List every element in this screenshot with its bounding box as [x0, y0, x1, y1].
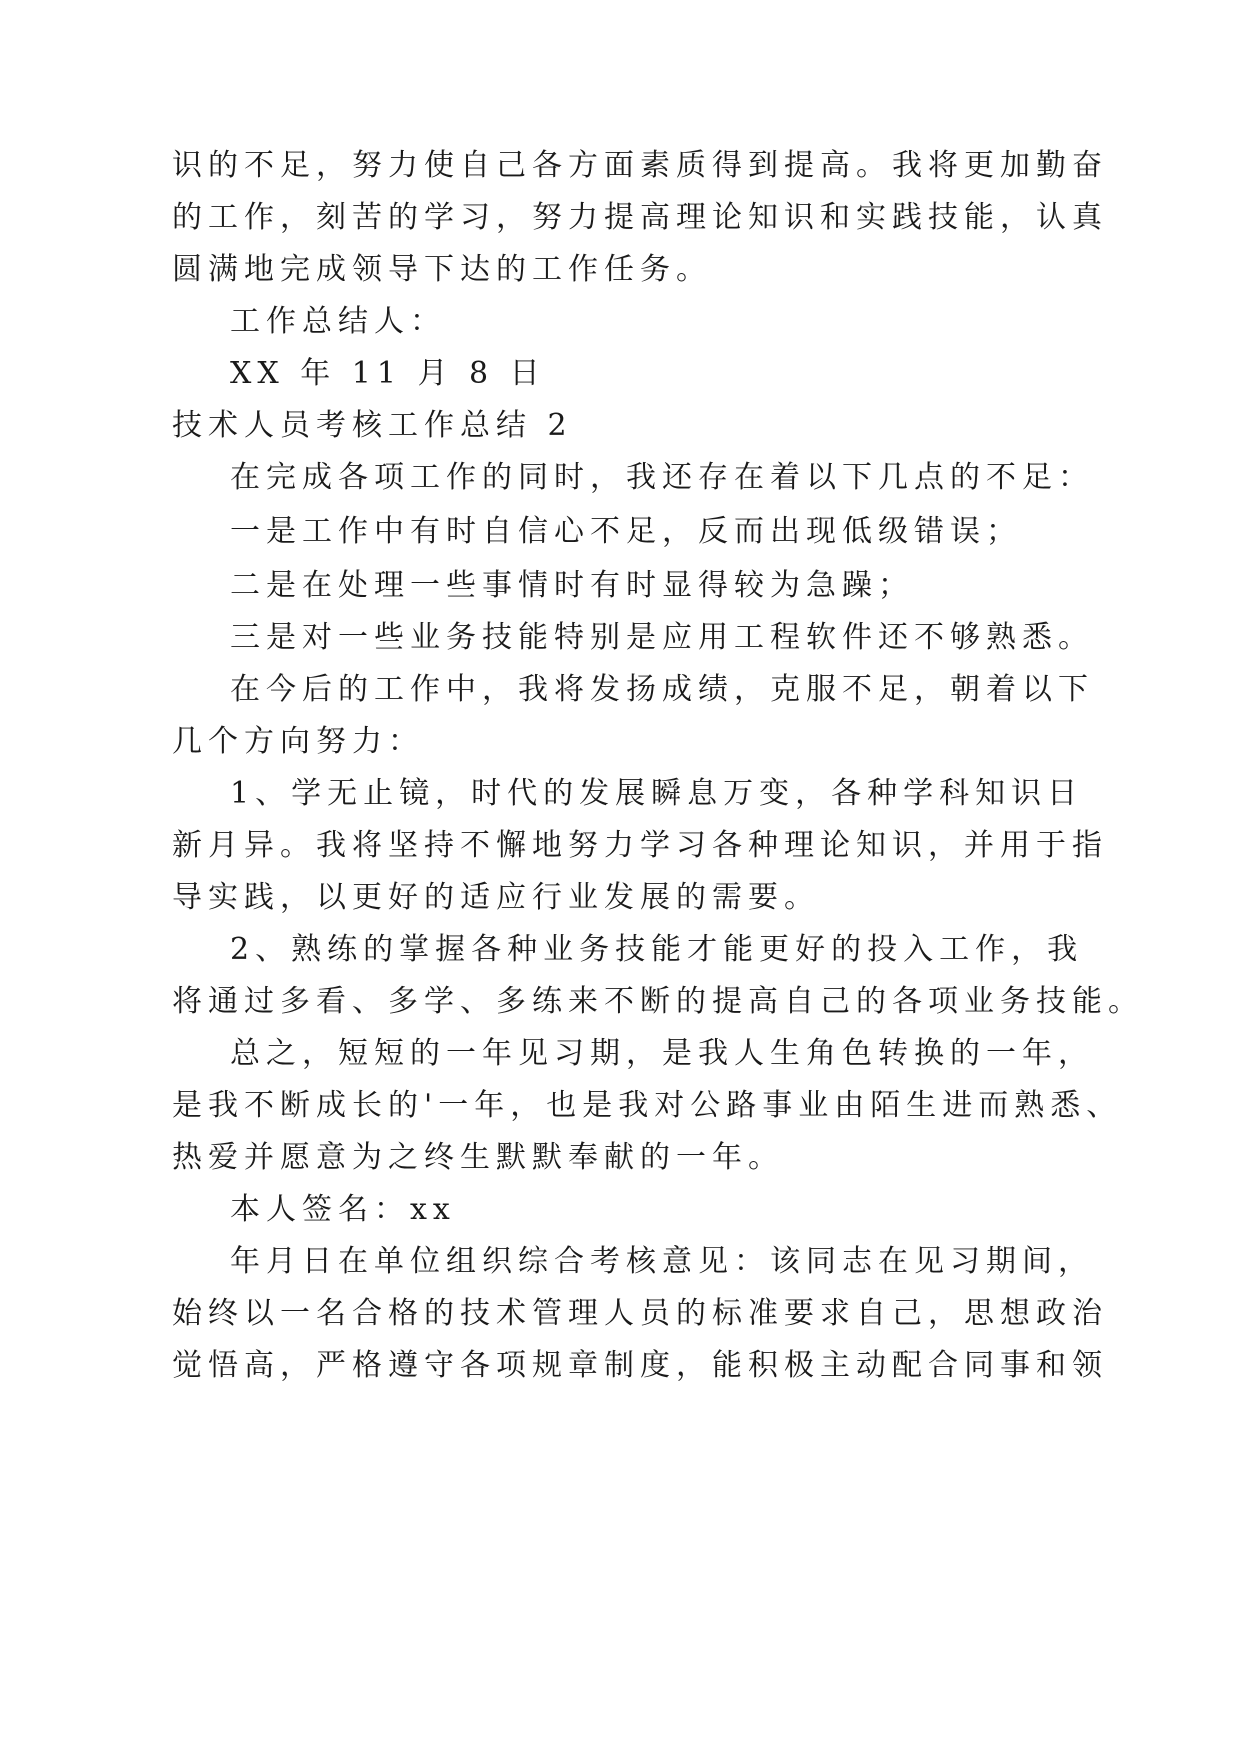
- text-line: 2、熟练的掌握各种业务技能才能更好的投入工作，我: [230, 932, 1084, 967]
- text-line: 圆满地完成领导下达的工作任务。: [172, 252, 712, 287]
- signature-line: 本人签名：xx: [230, 1192, 456, 1227]
- text-line: 年月日在单位组织综合考核意见：该同志在见习期间，: [230, 1244, 1094, 1279]
- signature-label: 工作总结人：: [230, 304, 446, 339]
- text-line: 三是对一些业务技能特别是应用工程软件还不够熟悉。: [230, 620, 1094, 655]
- text-line: 将通过多看、多学、多练来不断的提高自己的各项业务技能。: [172, 984, 1144, 1019]
- text-line: 二是在处理一些事情时有时显得较为急躁；: [230, 568, 914, 603]
- text-line: 在今后的工作中，我将发扬成绩，克服不足，朝着以下: [230, 672, 1094, 707]
- text-line: 觉悟高，严格遵守各项规章制度，能积极主动配合同事和领: [172, 1348, 1108, 1383]
- text-line: 几个方向努力：: [172, 724, 424, 759]
- text-line: 新月异。我将坚持不懈地努力学习各种理论知识，并用于指: [172, 828, 1108, 863]
- text-line: 始终以一名合格的技术管理人员的标准要求自己，思想政治: [172, 1296, 1108, 1331]
- text-line: 1、学无止镜，时代的发展瞬息万变，各种学科知识日: [230, 776, 1084, 811]
- text-line: 识的不足，努力使自己各方面素质得到提高。我将更加勤奋: [172, 148, 1108, 183]
- text-line: 一是工作中有时自信心不足，反而出现低级错误；: [230, 514, 1022, 549]
- text-line: 热爱并愿意为之终生默默奉献的一年。: [172, 1140, 784, 1175]
- date-line: XX 年 11 月 8 日: [230, 356, 546, 391]
- section-title: 技术人员考核工作总结 2: [172, 408, 573, 443]
- text-line: 在完成各项工作的同时，我还存在着以下几点的不足：: [230, 460, 1094, 495]
- text-line: 导实践，以更好的适应行业发展的需要。: [172, 880, 820, 915]
- text-line: 总之，短短的一年见习期，是我人生角色转换的一年，: [230, 1036, 1094, 1071]
- text-line: 是我不断成长的'一年，也是我对公路事业由陌生进而熟悉、: [172, 1088, 1123, 1123]
- text-line: 的工作，刻苦的学习，努力提高理论知识和实践技能，认真: [172, 200, 1108, 235]
